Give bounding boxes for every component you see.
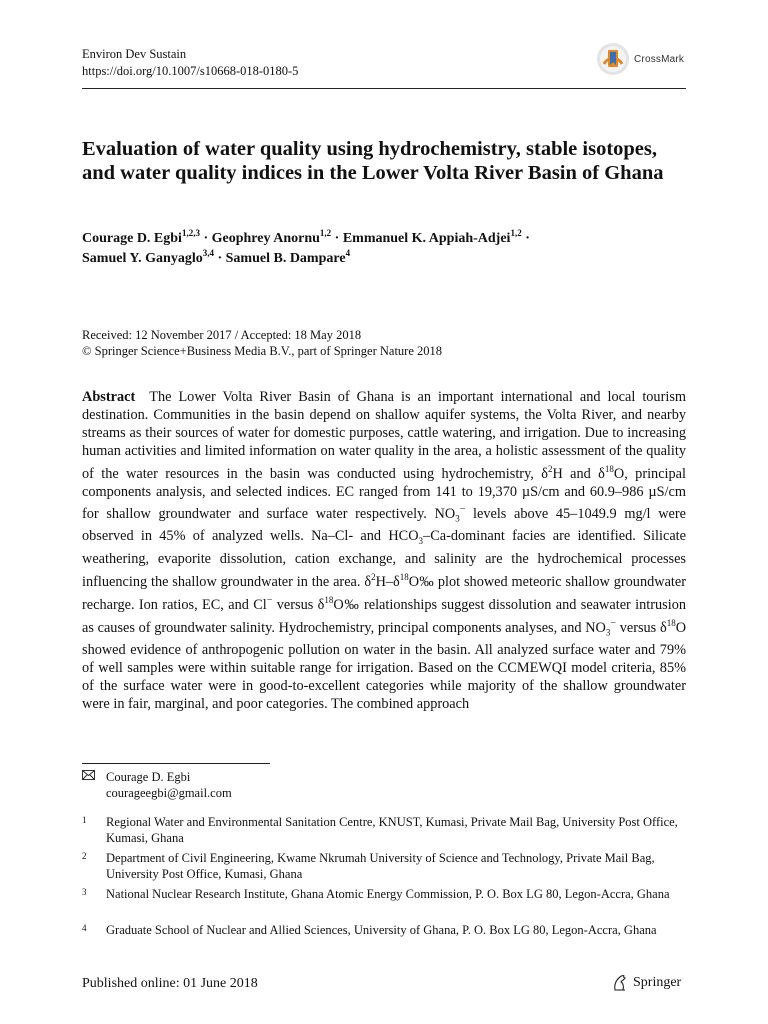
affiliation-text: Department of Civil Engineering, Kwame Nkrumah University of Science and Technology, Private Mail Bag, University Post Office, Kumasi, Ghana bbox=[106, 851, 655, 881]
abstract-text: –Ca-dominant facies are identified. Silicate weathering, evaporite dissolution, cation exchange, and salinity are the hydrochemical processes influencing the shallow groundwater in the area. δ bbox=[82, 528, 686, 591]
affiliation-item bbox=[82, 886, 686, 920]
superscript: 18 bbox=[604, 464, 614, 474]
correspondence-email[interactable]: courageegbi@gmail.com bbox=[106, 786, 232, 800]
abstract-text: O‰ relationships suggest dissolution and seawater intrusion as causes of groundwater salinity. Hydrochemistry, principal components analyses, and NO bbox=[82, 596, 687, 636]
abstract-text: levels above 45–1049.9 mg/l were observed in 45% of analyzed wells. Na–Cl- and HCO bbox=[82, 505, 686, 545]
abstract bbox=[82, 388, 686, 713]
affiliation-number: 1 bbox=[82, 815, 87, 825]
author-affiliation-marker: 4 bbox=[345, 248, 351, 258]
author-name[interactable]: Samuel B. Dampare bbox=[225, 251, 346, 266]
subscript: 3 bbox=[605, 627, 611, 638]
abstract-text: O, principal components analysis, and selected indices. EC ranged from 141 to 19,370 µS/cm and 60.9–986 µS/cm for shallow groundwater and surface water respectively. NO bbox=[82, 465, 686, 522]
journal-name: Environ Dev Sustain bbox=[82, 47, 187, 61]
superscript: 18 bbox=[399, 572, 409, 583]
abstract-text: H and δ bbox=[552, 465, 605, 482]
doi-link[interactable]: https://doi.org/10.1007/s10668-018-0180-5 bbox=[82, 64, 299, 78]
superscript: − bbox=[266, 595, 273, 607]
author-affiliation-marker: 1,2 bbox=[319, 228, 332, 238]
affiliation-text: Regional Water and Environmental Sanitation Centre, KNUST, Kumasi, Private Mail Bag, University Post Office, Kumasi, Ghana bbox=[106, 815, 678, 845]
copyright-line: © Springer Science+Business Media B.V., part of Springer Nature 2018 bbox=[82, 344, 443, 358]
abstract-text: The Lower Volta River Basin of Ghana is an important international and local tourism destination. Communities in the basin depend on shallow aquifer systems, the Volta River, and nearby streams as their sources of water for domestic purposes, cattle watering, and irrigation. Due to increasing human activities and limited information on water quality in the area, a holistic assessment of the quality of the water resources in the basin was conducted using hydrochemistry, δ bbox=[82, 389, 686, 482]
superscript: 18 bbox=[666, 617, 676, 628]
author-name[interactable]: Courage D. Egbi bbox=[82, 231, 182, 246]
superscript: − bbox=[610, 617, 617, 629]
published-online: Published online: 01 June 2018 bbox=[82, 976, 258, 991]
crossmark-badge[interactable] bbox=[596, 42, 684, 76]
superscript: 2 bbox=[371, 572, 376, 583]
author-name[interactable]: Geophrey Anornu bbox=[211, 231, 320, 246]
crossmark-icon bbox=[596, 42, 630, 76]
author-affiliation-marker: 1,2,3 bbox=[181, 228, 200, 238]
header-rule bbox=[82, 88, 686, 89]
abstract-text: versus δ bbox=[272, 596, 325, 613]
subscript: 3 bbox=[455, 513, 460, 524]
springer-horse-icon bbox=[612, 974, 628, 992]
affiliation-number: 3 bbox=[82, 887, 87, 897]
correspondence bbox=[82, 769, 382, 803]
abstract-heading: Abstract bbox=[82, 389, 136, 405]
author-name[interactable]: Samuel Y. Ganyaglo bbox=[82, 251, 203, 266]
abstract-text: H–δ bbox=[375, 574, 400, 591]
subscript: 3 bbox=[418, 536, 424, 547]
abstract-text: O‰ plot showed meteoric shallow groundwater recharge. Ion ratios, EC, and Cl bbox=[82, 574, 686, 613]
crossmark-label: CrossMark bbox=[634, 53, 685, 65]
abstract-text: O showed evidence of anthropogenic pollution on water in the basin. All analyzed surface water and 79% of well samples were within suitable range for irrigation. Based on the CCMEWQI model criteria, 85% of the surface water were in good-to-excellent categories while majority of the shallow groundwater were in fair, marginal, and poor categories. The combined approach bbox=[82, 619, 687, 713]
running-header bbox=[82, 46, 298, 80]
author-name[interactable]: Emmanuel K. Appiah-Adjei bbox=[342, 231, 511, 246]
envelope-icon bbox=[82, 770, 95, 780]
paper-title: Evaluation of water quality using hydrochemistry, stable isotopes, and water quality indices in the Lower Volta River Basin of Ghana bbox=[82, 138, 664, 184]
superscript: 18 bbox=[324, 595, 334, 606]
author-affiliation-marker: 3,4 bbox=[202, 248, 214, 258]
springer-label: Springer bbox=[633, 975, 682, 990]
footnote-rule bbox=[82, 763, 270, 764]
affiliation-number: 2 bbox=[82, 851, 87, 861]
springer-logo bbox=[612, 974, 681, 992]
affiliation-item bbox=[82, 922, 686, 956]
abstract-text: versus δ bbox=[616, 619, 667, 636]
superscript: 2 bbox=[547, 464, 553, 474]
affiliation-item bbox=[82, 850, 686, 884]
superscript: − bbox=[459, 503, 466, 515]
correspondence-name: Courage D. Egbi bbox=[106, 770, 191, 784]
author-affiliation-marker: 1,2 bbox=[510, 228, 522, 238]
affiliation-number: 4 bbox=[82, 923, 87, 933]
affiliation-text: Graduate School of Nuclear and Allied Sciences, University of Ghana, P. O. Box LG 80, Legon-Accra, Ghana bbox=[106, 923, 657, 937]
article-dates bbox=[82, 327, 442, 359]
affiliation-item bbox=[82, 814, 686, 848]
author-list: Courage D. Egbi$^{1,2,3}$ · Geophrey Anornu$^{1,2}$ · Emmanuel K. Appiah-Adjei$^{1,2}$ · Samuel Y. Ganyaglo$^{3,4}$ · Samuel B. Dampare$^4$ bbox=[82, 228, 530, 266]
affiliation-text: National Nuclear Research Institute, Ghana Atomic Energy Commission, P. O. Box LG 80, Legon-Accra, Ghana bbox=[106, 887, 670, 901]
received-accepted: Received: 12 November 2017 / Accepted: 18 May 2018 bbox=[82, 328, 362, 342]
